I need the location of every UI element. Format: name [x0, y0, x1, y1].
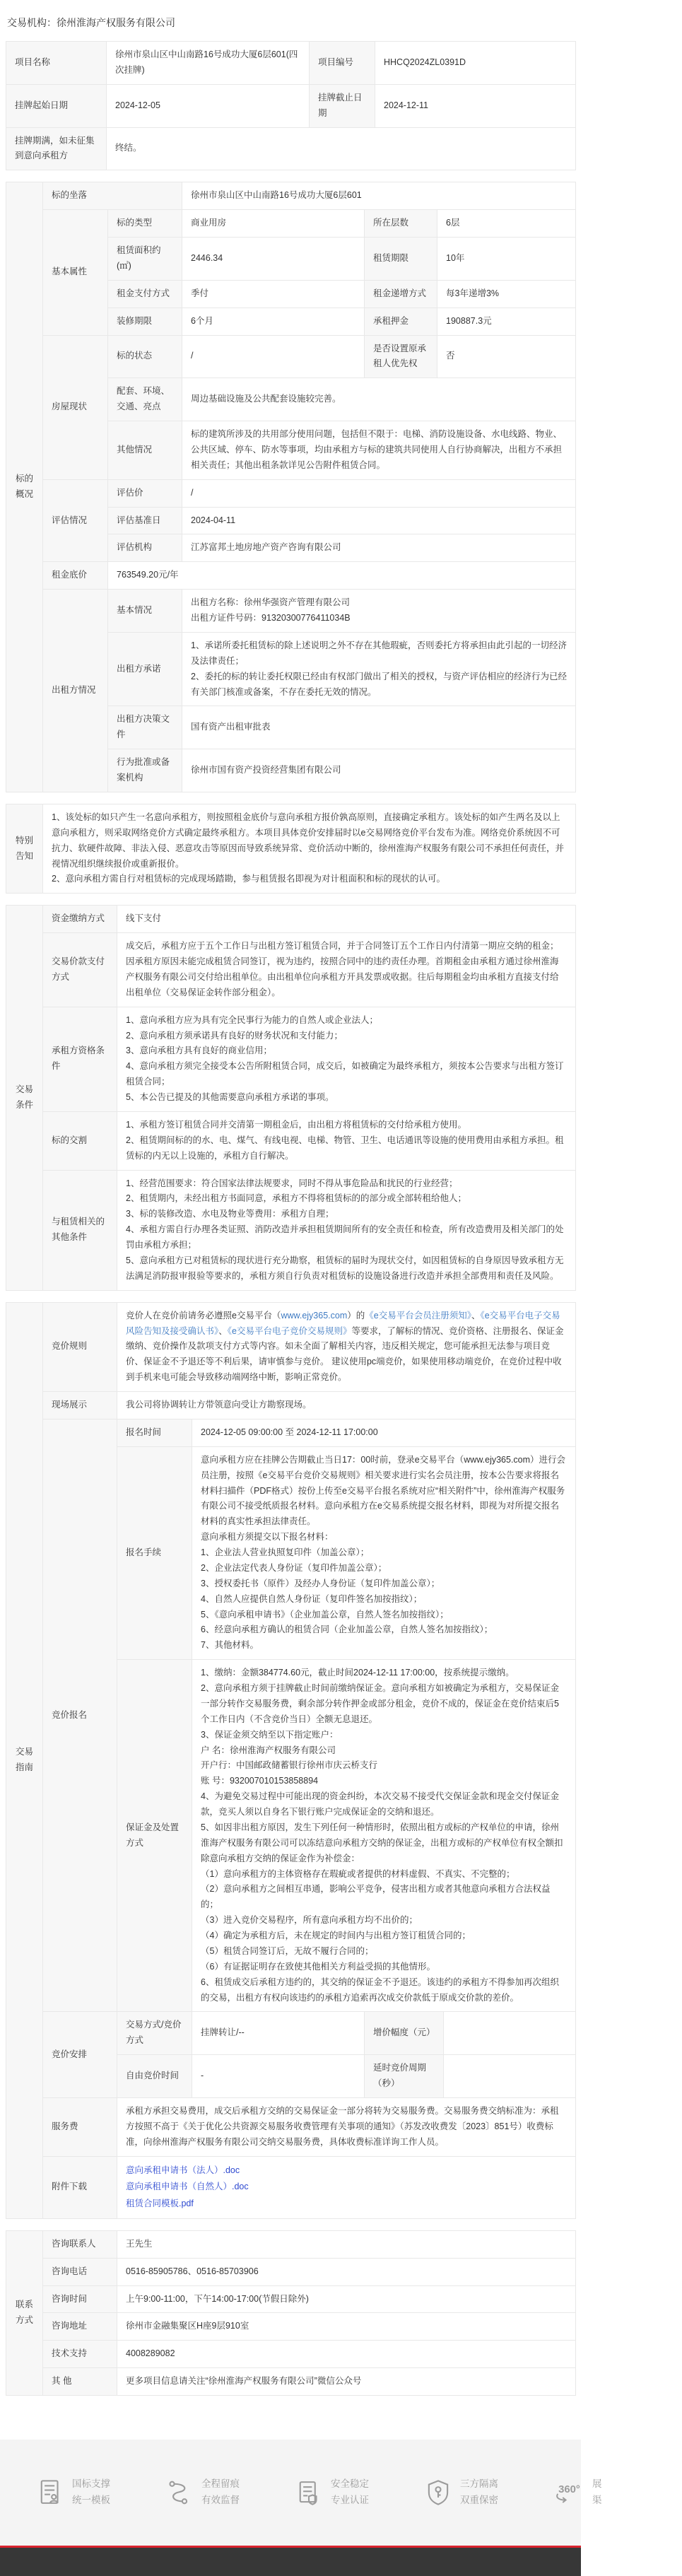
feature-item [35, 2476, 165, 2509]
field-label: 标的类型 [108, 210, 182, 238]
field-label: 租赁面积约(㎡) [108, 238, 182, 281]
contact-person-value: 王先生 [117, 2230, 576, 2258]
group-label: 竞价安排 [43, 2012, 117, 2098]
field-value: 我公司将协调转让方带领意向受让方勘察现场。 [117, 1392, 576, 1419]
field-label: 承租方资格条件 [43, 1007, 117, 1111]
field-label: 挂牌截止日期 [310, 84, 375, 127]
field-value: 国有资产出租审批表 [182, 706, 576, 749]
field-label: 项目编号 [310, 42, 375, 85]
field-label: 评估机构 [108, 534, 182, 562]
ejy365-link[interactable]: www.ejy365.com [281, 1310, 348, 1321]
field-value: 每3年递增3% [437, 280, 576, 308]
field-label: 租金底价 [43, 562, 108, 590]
field-value [444, 2055, 576, 2098]
table-row [6, 1392, 576, 1419]
feature-text: 三方隔离 双重保密 [460, 2478, 498, 2505]
field-value: 1、意向承租方应为具有完全民事行为能力的自然人或企业法人； 2、意向承租方须承诺具有良好的财务状况和支付能力； 3、意向承租方具有良好的商业信用； 4、意向承租方须完全接受本公告所附租赁合同，成交后，如被确定为最终承租方，须按本公告要求与出租方签订租赁合同； 5、本公告已提及的其他需要意向承租方承诺的事项。 [117, 1007, 576, 1111]
field-value: 徐州市国有资产投资经营集团有限公司 [182, 749, 576, 792]
field-label: 出租方承诺 [108, 632, 182, 706]
field-value: 成交后，承租方应于五个工作日与出租方签订租赁合同，并于合同签订五个工作日内付清第一期应交纳的租金；因承租方原因未能完成租赁合同签订，视为违约，按照合同中的违约责任办理。首期租金由承租方通过徐州淮海产权服务有限公司交付给出租单位。由出租单位向承租方开具发票或收据。往后每期租金均由承租方直接支付给出租单位（交易保证金转作部分租金）。 [117, 933, 576, 1007]
table-row [6, 2258, 576, 2285]
section-label: 交易条件 [6, 906, 43, 1290]
field-value: / [182, 335, 365, 378]
text-segment: 、 [471, 1310, 481, 1321]
signup-procedure-content: 意向承租方应在挂牌公告期截止当日17：00时前，登录e交易平台（www.ejy365.com）进行会员注册，按照《e交易平台竞价交易规则》相关要求进行实名会员注册，按本公告要求将报名材料扫描件（PDF格式）按份上传至e交易平台报名系统对应“相关附件”中，徐州淮海产权服务有限公司不接受纸质报名材料。意向承租方在e交易系统提交报名材料，即视为对所提交报名材料的真实性承担法律责任。 意向承租方须提交以下报名材料： 1、企业法人营业执照复印件（加盖公章）； 2、企业法定代表人身份证（复印件加盖公章）； 3、授权委托书（原件）及经办人身份证（复印件加盖公章）； 4、自然人应提供自然人身份证（复印件签名加按指纹）； 5、《意向承租申请书》（企业加盖公章，自然人签名加按指纹）； 6、经意向承租方确认的租赁合同（企业加盖公章，自然人签名加按指纹）； 7、其他材料。 [192, 1446, 576, 1659]
section-label: 交易指南 [6, 1302, 43, 2218]
feature-row [0, 2476, 682, 2509]
table-row [6, 479, 576, 507]
field-label: 报名手续 [117, 1446, 192, 1659]
field-label: 其 他 [43, 2368, 117, 2396]
field-label: 租金支付方式 [108, 280, 182, 308]
table-row [6, 84, 576, 127]
table-row [6, 2230, 576, 2258]
table-row [6, 182, 576, 210]
section-label: 联系方式 [6, 2230, 43, 2395]
field-value: 2024-04-11 [182, 507, 576, 534]
field-value: 10年 [437, 238, 576, 281]
table-row [6, 2156, 576, 2218]
field-label: 与租赁相关的其他条件 [43, 1170, 117, 1290]
table-row [6, 2368, 576, 2396]
field-label: 竞价规则 [43, 1302, 117, 1391]
target-overview-table [6, 182, 576, 792]
field-label: 咨询时间 [43, 2285, 117, 2313]
section-label: 标的概况 [6, 182, 43, 792]
360-view-icon [553, 2478, 585, 2507]
member-register-notice-link[interactable]: 《e交易平台会员注册须知》 [365, 1310, 471, 1321]
field-value: 1、承租方签订租赁合同并交清第一期租金后，由出租方将租赁标的交付给承租方使用。 2、租赁期间标的的水、电、煤气、有线电视、电梯、物管、卫生、电话通讯等设施的使用费用由承租方承担。租赁标的内无以上设施的，承租方自行解决。 [117, 1111, 576, 1170]
contact-phone-value: 0516-85905786、0516-85703906 [117, 2258, 576, 2285]
group-label: 出租方情况 [43, 590, 108, 792]
contact-address-value: 徐州市金融集聚区H座9层910室 [117, 2313, 576, 2341]
field-label: 咨询电话 [43, 2258, 117, 2285]
field-label: 保证金及处置方式 [117, 1660, 192, 2012]
field-label: 附件下载 [43, 2156, 117, 2218]
field-label: 出租方决策文件 [108, 706, 182, 749]
field-label: 承租押金 [365, 308, 437, 335]
field-value: 商业用房 [182, 210, 365, 238]
text-segment: 等要求，了解标的情况、竞价资格、注册报名、保证金缴纳、竞价操作及款项支付方式等内容。如未全面了解相关内容，违反相关规定，您可能承担无法参与项目竞价、保证金不予退还等不利后果，请审慎参与竞价。 建议使用pc端竞价，如果使用移动端竞价，在竞价过程中收到手机来电可能会导致移动端网络中断，影响正常竞价。 [126, 1325, 564, 1383]
special-notice-table [6, 804, 576, 894]
secure-cert-icon [294, 2478, 324, 2507]
bidding-rules-link[interactable]: 《e交易平台电子竞价交易规则》 [227, 1325, 352, 1336]
field-label: 基本情况 [108, 590, 182, 633]
expire-action-value: 终结。 [107, 127, 576, 170]
field-label: 资金缴纳方式 [43, 906, 117, 933]
service-fee-content: 承租方承担交易费用，成交后承租方交纳的交易保证金一部分将转为交易服务费。交易服务费交纳标准为：承租方按照不高于《关于优化公共资源交易服务收费管理有关事项的通知》（苏发改收费发〔2023〕851号）收费标准，向徐州淮海产权服务有限公司交纳交易服务费，具体收费标准详询工作人员。 [117, 2097, 576, 2156]
trade-guide-table [6, 1302, 576, 2219]
feature-item [165, 2476, 294, 2509]
table-row [6, 590, 576, 633]
field-value: 线下支付 [117, 906, 576, 933]
field-label: 租金递增方式 [365, 280, 437, 308]
field-value: 挂牌转让/-- [192, 2012, 365, 2055]
attachment-link[interactable]: 意向承租申请书（法人）.doc [126, 2165, 240, 2175]
field-label: 服务费 [43, 2097, 117, 2156]
risk-confirm-link[interactable]: 《e交易平台电子交易风险告知及接受确认书》 [126, 1310, 560, 1336]
feature-item [553, 2476, 682, 2509]
text-segment: ）的 [347, 1310, 365, 1321]
attachment-list [117, 2156, 576, 2218]
deposit-terms-content: 1、缴纳：金额384774.60元，截止时间2024-12-11 17:00:00，按系统提示缴纳。 2、意向承租方须于挂牌截止时间前缴纳保证金。意向承租方如被确定为承租方，交易保证金一部分转作交易服务费，剩余部分转作押金或部分租金，竞价不成的，保证金在竞价结束后5个工作日内（不含竞价当日）全额无息退还。 3、保证金须交纳至以下指定账户： 户 名：徐州淮海产权服务有限公司 开户行：中国邮政储蓄银行徐州市庆云桥支行 账 号：932007010153858894 4、为避免交易过程中可能出现的资金纠纷，本次交易不接受代交保证金款和现金交付保证金款，竞买人须以自身名下银行账户完成保证金的交纳和退还。 5、如因非出租方原因，发生下列任何一种情形时，依照出租方或标的产权单位的申请，徐州淮海产权服务有限公司可以冻结意向承租方交纳的保证金，出租方或标的产权单位有权全额扣除意向承租方交纳的保证金作为补偿金： （1）意向承租方的主体资格存在瑕疵或者提供的材料虚假、不真实、不完整的； （2）意向承租方之间相互串通，影响公平竞争，侵害出租方或者其他意向承租方合法权益的； （3）进入竞价交易程序，所有意向承租方均不出价的； （4）确定为承租方后，未在规定的时间内与出租方签订租赁合同的； （5）租赁合同签订后，无故不履行合同的； （6）有证据证明存在致使其他相关方利益受损的其他情形。 6、租赁成交后承租方违约的，其交纳的保证金不予退还。该违约的承租方不得参加再次组织的交易，出租方有权向该违约的承租方追索再次成交价款低于原成交价款的差价。 [192, 1660, 576, 2012]
contact-time-value: 上午9:00-11:00，下午14:00-17:00(节假日除外) [117, 2285, 576, 2313]
field-value: 出租方名称：徐州华强资产管理有限公司 出租方证件号码：91320300776411034B [182, 590, 576, 633]
field-label: 自由竞价时间 [117, 2055, 192, 2098]
field-value: / [182, 479, 576, 507]
attachment-link[interactable]: 租赁合同模板.pdf [126, 2199, 194, 2208]
spacer [0, 2407, 581, 2440]
page-title: 交易机构：徐州淮海产权服务有限公司 [7, 17, 175, 28]
text-segment: 、 [218, 1325, 228, 1336]
doc-template-icon [35, 2478, 65, 2507]
field-label: 行为批准或备案机构 [108, 749, 182, 792]
field-value: - [192, 2055, 365, 2098]
field-value: 6个月 [182, 308, 365, 335]
section-label: 特别告知 [6, 804, 43, 893]
feature-band [0, 2440, 602, 2546]
field-label: 配套、环境、交通、亮点 [108, 378, 182, 421]
field-label: 标的坐落 [43, 182, 182, 210]
group-label: 竞价报名 [43, 1419, 117, 2012]
field-label: 现场展示 [43, 1392, 117, 1419]
table-row [6, 906, 576, 933]
table-row [6, 210, 576, 238]
field-value: 季付 [182, 280, 365, 308]
signup-time-value: 2024-12-05 09:00:00 至 2024-12-11 17:00:00 [192, 1419, 576, 1446]
table-row [6, 2285, 576, 2313]
field-label: 挂牌起始日期 [6, 84, 107, 127]
feature-text: 展 渠 [592, 2478, 602, 2505]
feature-text: 安全稳定 专业认证 [331, 2478, 369, 2505]
attachment-link[interactable]: 意向承租申请书（自然人）.doc [126, 2182, 249, 2192]
field-value: 标的建筑所涉及的共用部分使用问题，包括但不限于：电梯、消防设施设备、水电线路、物业、公共区域、停车、防水等事项，均由承租方与标的建筑共同使用人自行协商解决，出租方不承担相关责任；其他出租条款详见公告附件租赁合同。 [182, 421, 576, 480]
table-row [6, 933, 576, 1007]
group-label: 评估情况 [43, 479, 108, 562]
project-code-value: HHCQ2024ZL0391D [375, 42, 576, 85]
dark-footer [0, 2546, 581, 2576]
field-label: 其他情况 [108, 421, 182, 480]
field-value: 江苏富邦土地房地产资产咨询有限公司 [182, 534, 576, 562]
field-label: 咨询地址 [43, 2313, 117, 2341]
trade-conditions-table [6, 905, 576, 1290]
field-label: 交易价款支付方式 [43, 933, 117, 1007]
bidding-rules-content [117, 1302, 576, 1391]
table-row [6, 1007, 576, 1111]
feature-item [294, 2476, 423, 2509]
field-label: 装修期限 [108, 308, 182, 335]
field-value: 1、经营范围要求：符合国家法律法规要求，同时不得从事危险品和扰民的行业经营； 2、租赁期内，未经出租方书面同意，承租方不得将租赁标的的部分或全部转租给他人； 3、标的装修改造、水电及物业等费用：承租方自理； 4、承租方需自行办理各类证照、消防改造并承担租赁期间所有的安全责任和检查，所有改造费用及相关部门的处罚由承租方承担； 5、意向承租方已对租赁标的现状进行充分勘察，租赁标的届时为现状交付，如因租赁标的自身原因导致承租方无法满足消防报审报验等要求的，承租方须自行负责对租赁标的设施设备进行改造并承担全部费用和责任及风险。 [117, 1170, 576, 1290]
field-label: 延时竞价周期（秒） [365, 2055, 444, 2098]
table-row [6, 42, 576, 85]
text-segment: 竞价人在竞价前请务必遵照e交易平台（ [126, 1310, 281, 1321]
table-row [6, 127, 576, 170]
tech-support-value: 4008289082 [117, 2341, 576, 2368]
field-label: 租赁期限 [365, 238, 437, 281]
field-label: 评估基准日 [108, 507, 182, 534]
project-header-table [6, 41, 576, 170]
field-value [444, 2012, 576, 2055]
contact-table [6, 2230, 576, 2396]
feature-item [423, 2476, 553, 2509]
field-value: 1、承诺所委托租赁标的除上述说明之外不存在其他瑕疵，否则委托方将承担由此引起的一切经济及法律责任； 2、委托的标的转让委托权限已经由有权部门做出了相关的授权，与资产评估相应的经济行为已经有关部门核准或备案，不存在委托无效的情况。 [182, 632, 576, 706]
location-value: 徐州市泉山区中山南路16号成功大厦6层601 [182, 182, 576, 210]
feature-text: 全程留痕 有效监督 [201, 2478, 240, 2505]
group-label: 基本属性 [43, 210, 108, 335]
group-label: 房屋现状 [43, 335, 108, 479]
table-row [6, 1419, 576, 1446]
table-row [6, 562, 576, 590]
field-value: 周边基础设施及公共配套设施较完善。 [182, 378, 576, 421]
table-row [6, 335, 576, 378]
field-label: 所在层数 [365, 210, 437, 238]
field-label: 增价幅度（元） [365, 2012, 444, 2055]
field-label: 报名时间 [117, 1419, 192, 1446]
listing-end-value: 2024-12-11 [375, 84, 576, 127]
field-value: 190887.3元 [437, 308, 576, 335]
special-notice-content: 1、该处标的如只产生一名意向承租方，则按照租金底价与意向承租方报价孰高原则，直接确定承租方。该处标的如产生两名及以上意向承租方，则采取网络竞价方式确定最终承租方。本项目具体竞价安排届时以e交易网络竞价平台发布为准。网络竞价系统因不可抗力、软硬件故障、非法入侵、恶意攻击等原因而导致系统异常、竞价活动中断的，徐州淮海产权服务有限公司不承担任何责任，并视情况组织继续报价或重新报价。 2、意向承租方需自行对租赁标的完成现场踏勘，参与租赁报名即视为对计租面积和标的现状的认可。 [43, 804, 576, 893]
table-row [6, 2097, 576, 2156]
table-row [6, 804, 576, 893]
table-row [6, 2313, 576, 2341]
field-label: 标的交割 [43, 1111, 117, 1170]
field-value: 6层 [437, 210, 576, 238]
table-row [6, 1111, 576, 1170]
field-label: 挂牌期满，如未征集到意向承租方 [6, 127, 107, 170]
field-label: 评估价 [108, 479, 182, 507]
listing-start-value: 2024-12-05 [107, 84, 310, 127]
other-info-value: 更多项目信息请关注“徐州淮海产权服务有限公司”微信公众号 [117, 2368, 576, 2396]
field-label: 交易方式/竞价方式 [117, 2012, 192, 2055]
table-row [6, 2341, 576, 2368]
field-label: 技术支持 [43, 2341, 117, 2368]
feature-text: 国标支撑 统一模板 [72, 2478, 110, 2505]
svg-text:360°: 360° [558, 2484, 580, 2495]
table-row [6, 2012, 576, 2055]
field-value: 2446.34 [182, 238, 365, 281]
project-name-value: 徐州市泉山区中山南路16号成功大厦6层601(四次挂牌) [107, 42, 310, 85]
process-trace-icon [165, 2478, 194, 2507]
shield-key-icon [423, 2478, 453, 2507]
table-row [6, 1302, 576, 1391]
field-label: 项目名称 [6, 42, 107, 85]
floor-price-value: 763549.20元/年 [108, 562, 576, 590]
field-value: 否 [437, 335, 576, 378]
field-label: 是否设置原承租人优先权 [365, 335, 437, 378]
field-label: 标的状态 [108, 335, 182, 378]
table-row [6, 1170, 576, 1290]
field-label: 咨询联系人 [43, 2230, 117, 2258]
